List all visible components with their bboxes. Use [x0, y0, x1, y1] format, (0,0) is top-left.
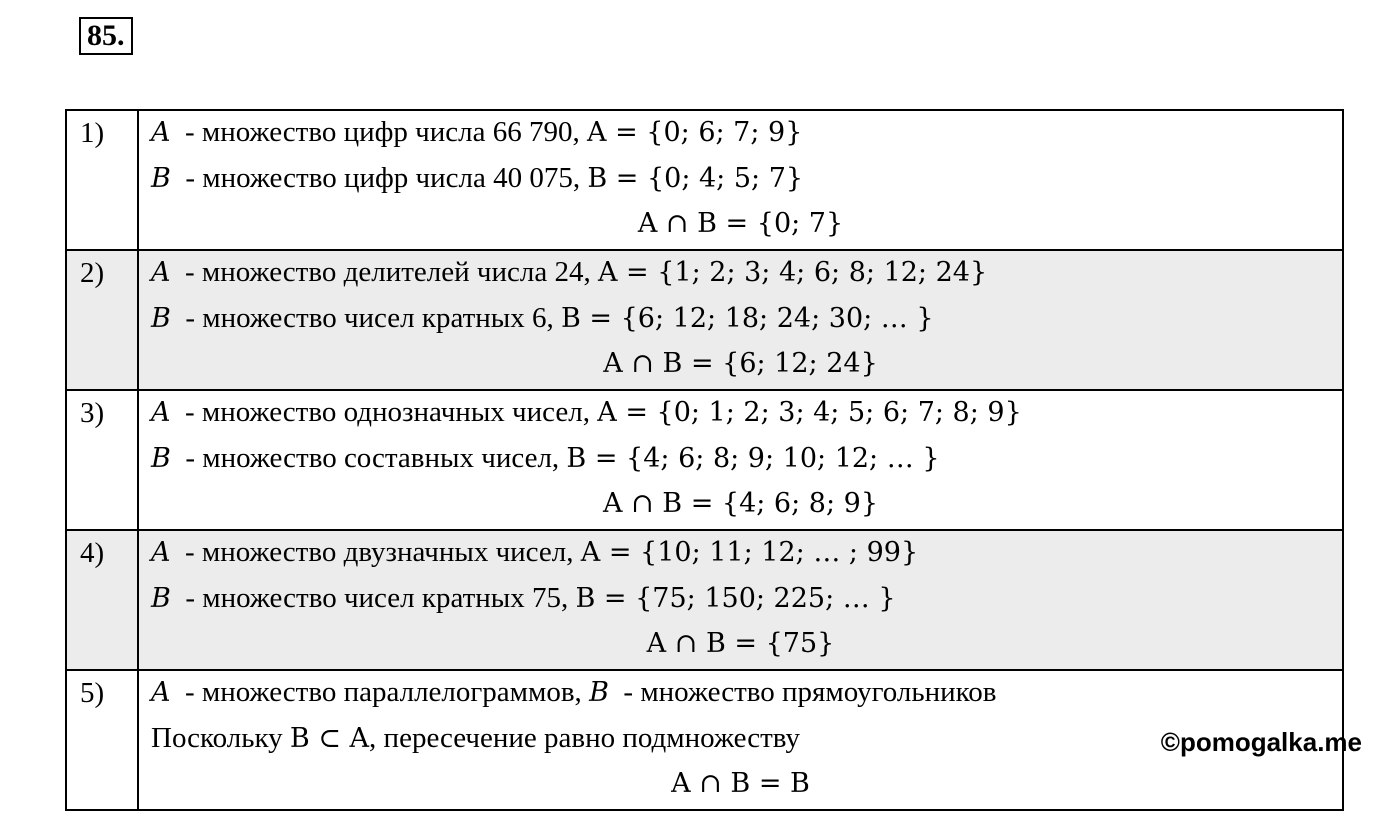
- explanation-prefix: Поскольку: [151, 722, 290, 754]
- set-b-symbol: B: [151, 303, 171, 334]
- set-a-description: - множество делителей числа 24,: [170, 256, 598, 288]
- set-b-symbol: B: [151, 583, 171, 614]
- set-a-symbol: A: [151, 397, 171, 428]
- row-number: 2): [80, 257, 105, 289]
- set-a-description: - множество однозначных чисел,: [170, 396, 598, 428]
- set-b-line: [151, 581, 1342, 616]
- solution-table: [65, 109, 1344, 811]
- intersection-result: A ∩ B = {4; 6; 8; 9}: [602, 488, 879, 519]
- row-number-cell: [66, 390, 138, 530]
- set-b-description: - множество чисел кратных 6,: [170, 302, 561, 334]
- set-b-symbol: B: [589, 677, 609, 708]
- row-number-cell: [66, 670, 138, 810]
- set-a-line: [151, 115, 1342, 150]
- intersection-result: A ∩ B = {75}: [646, 628, 835, 659]
- set-a-elements: A = {0; 6; 7; 9}: [587, 117, 803, 148]
- table-row: [66, 390, 1343, 530]
- set-b-symbol: B: [151, 443, 171, 474]
- watermark: ©pomogalka.me: [1160, 727, 1362, 757]
- set-b-line: [151, 441, 1342, 476]
- set-b-symbol: B: [151, 163, 171, 194]
- set-b-line: [151, 161, 1342, 196]
- explanation-suffix: , пересечение равно подмножеству: [369, 722, 800, 754]
- set-b-line: [151, 301, 1342, 336]
- set-a-description: - множество параллелограммов,: [170, 676, 590, 708]
- intersection-result: A ∩ B = B: [671, 768, 810, 799]
- set-a-elements: A = {1; 2; 3; 4; 6; 8; 12; 24}: [597, 257, 988, 288]
- table-row: [66, 250, 1343, 390]
- table-row: [66, 110, 1343, 250]
- set-a-symbol: A: [151, 537, 171, 568]
- set-b-description: - множество чисел кратных 75,: [170, 582, 576, 614]
- task-number: 85.: [79, 17, 133, 55]
- row-number: 5): [80, 677, 105, 709]
- set-a-symbol: A: [151, 677, 171, 708]
- set-a-symbol: A: [151, 257, 171, 288]
- set-a-elements: A = {10; 11; 12; … ; 99}: [580, 537, 919, 568]
- set-a-elements: A = {0; 1; 2; 3; 4; 5; 6; 7; 8; 9}: [597, 397, 1022, 428]
- row-number: 1): [80, 117, 105, 149]
- row-content-cell: [138, 110, 1343, 250]
- set-b-description: - множество составных чисел,: [170, 442, 567, 474]
- row-number-cell: [66, 110, 138, 250]
- row-number-cell: [66, 250, 138, 390]
- intersection-result: A ∩ B = {0; 7}: [637, 208, 844, 239]
- set-a-description: - множество двузначных чисел,: [170, 536, 581, 568]
- row-content-cell: [138, 250, 1343, 390]
- set-b-elements: B = {4; 6; 8; 9; 10; 12; … }: [566, 443, 940, 474]
- set-a-symbol: A: [151, 117, 171, 148]
- set-a-line: [151, 395, 1342, 430]
- set-a-line: [151, 535, 1342, 570]
- sets-definition-line: [151, 675, 1342, 710]
- row-content-cell: [138, 530, 1343, 670]
- row-number: 4): [80, 537, 105, 569]
- set-b-elements: B = {0; 4; 5; 7}: [587, 163, 804, 194]
- table-row: [66, 670, 1343, 810]
- subset-relation: B ⊂ A: [289, 723, 370, 754]
- row-number: 3): [80, 397, 105, 429]
- table-row: [66, 530, 1343, 670]
- set-b-description: - множество цифр числа 40 075,: [170, 162, 588, 194]
- row-number-cell: [66, 530, 138, 670]
- set-b-elements: B = {6; 12; 18; 24; 30; … }: [561, 303, 934, 334]
- set-b-elements: B = {75; 150; 225; … }: [575, 583, 896, 614]
- set-a-line: [151, 255, 1342, 290]
- row-content-cell: [138, 390, 1343, 530]
- set-a-description: - множество цифр числа 66 790,: [170, 116, 587, 148]
- intersection-result: A ∩ B = {6; 12; 24}: [603, 348, 878, 379]
- set-b-description: - множество прямоугольников: [608, 676, 997, 708]
